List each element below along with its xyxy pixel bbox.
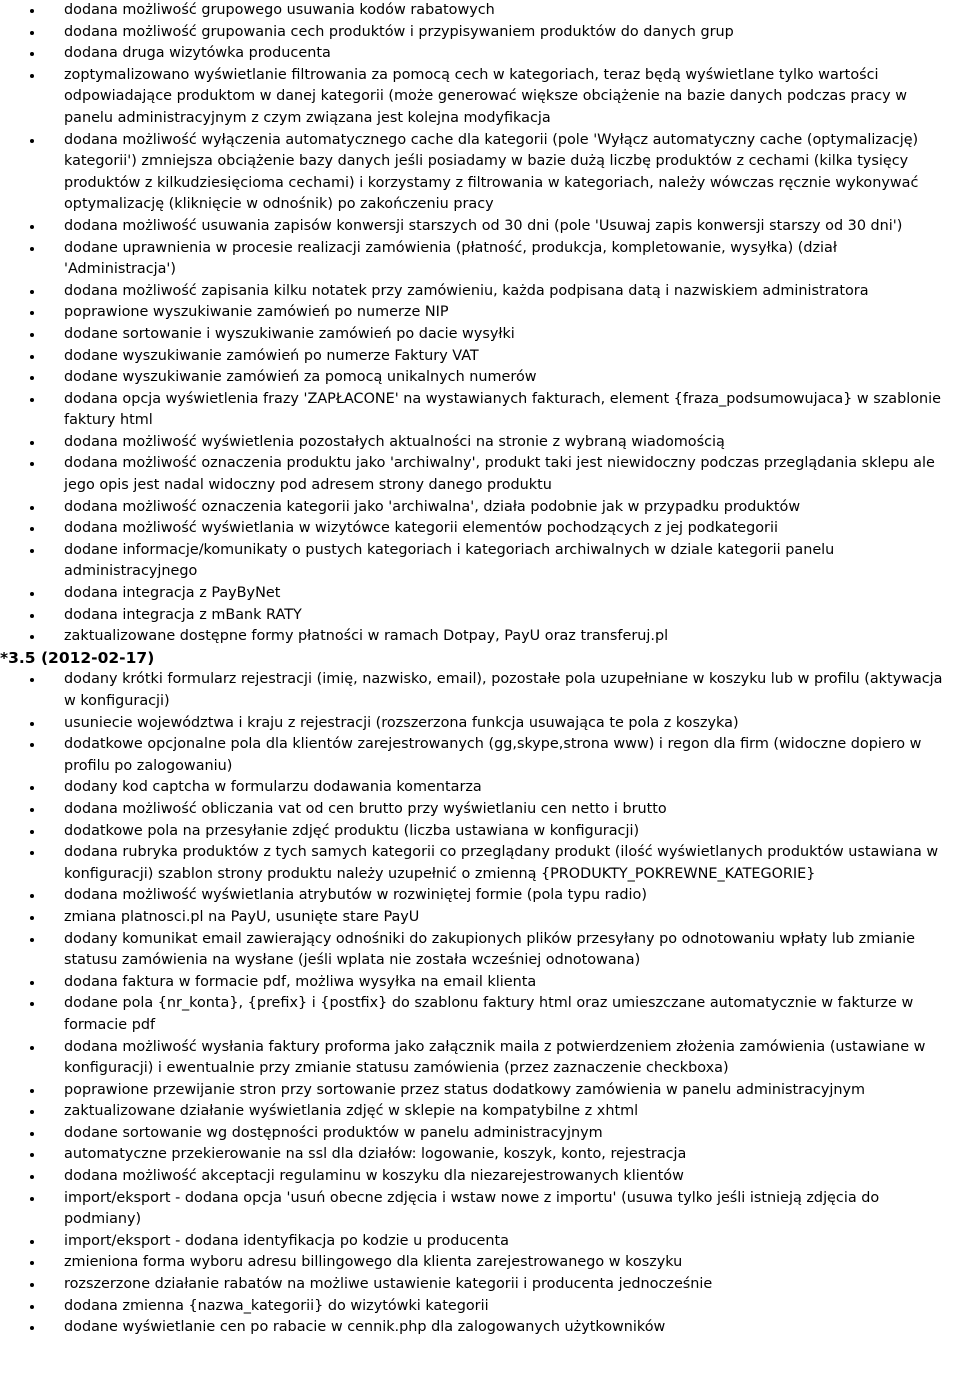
list-item: import/eksport - dodana identyfikacja po kodzie u producenta — [0, 1231, 960, 1253]
list-item: dodana możliwość wysłania faktury proforma jako załącznik maila z potwierdzeniem złożenia zamówienia (ustawiane w konfiguracji) i ewentualnie przy zmianie statusu zamówienia (przez zaznaczenie checkboxa) — [0, 1037, 960, 1080]
list-item: dodane pola {nr_konta}, {prefix} i {postfix} do szablonu faktury html oraz umieszczane automatycznie w fakturze w formacie pdf — [0, 993, 960, 1036]
list-item: import/eksport - dodana opcja 'usuń obecne zdjęcia i wstaw nowe z importu' (usuwa tylko jeśli istnieją zdjęcia do podmiany) — [0, 1188, 960, 1231]
list-item: dodatkowe opcjonalne pola dla klientów zarejestrowanych (gg,skype,strona www) i regon dla firm (widoczne dopiero w profilu po zalogowaniu) — [0, 734, 960, 777]
list-item: dodana możliwość oznaczenia produktu jako 'archiwalny', produkt taki jest niewidoczny podczas przeglądania sklepu ale jego opis jest nadal widoczny pod adresem strony danego produktu — [0, 453, 960, 496]
list-item: dodana możliwość grupowego usuwania kodów rabatowych — [0, 0, 960, 22]
list-item: rozszerzone działanie rabatów na możliwe ustawienie kategorii i producenta jednocześnie — [0, 1274, 960, 1296]
list-item: dodane sortowanie wg dostępności produktów w panelu administracyjnym — [0, 1123, 960, 1145]
list-item: poprawione przewijanie stron przy sortowanie przez status dodatkowy zamówienia w panelu administracyjnym — [0, 1080, 960, 1102]
list-item: dodany komunikat email zawierający odnośniki do zakupionych plików przesyłany po odnotowaniu wpłaty lub zmianie statusu zamówienia na wysłane (jeśli wplata nie została wcześniej odnotowana) — [0, 929, 960, 972]
list-item: dodana możliwość wyświetlania atrybutów w rozwiniętej formie (pola typu radio) — [0, 885, 960, 907]
list-item: dodana możliwość wyświetlenia pozostałych aktualności na stronie z wybraną wiadomością — [0, 432, 960, 454]
list-item: dodana możliwość usuwania zapisów konwersji starszych od 30 dni (pole 'Usuwaj zapis konwersji starszy od 30 dni') — [0, 216, 960, 238]
list-item: automatyczne przekierowanie na ssl dla działów: logowanie, koszyk, konto, rejestracja — [0, 1144, 960, 1166]
list-item: dodana faktura w formacie pdf, możliwa wysyłka na email klienta — [0, 972, 960, 994]
list-item: dodana druga wizytówka producenta — [0, 43, 960, 65]
list-item: dodana możliwość zapisania kilku notatek przy zamówieniu, każda podpisana datą i nazwiskiem administratora — [0, 281, 960, 303]
list-item: dodatkowe pola na przesyłanie zdjęć produktu (liczba ustawiana w konfiguracji) — [0, 821, 960, 843]
list-item: dodana zmienna {nazwa_kategorii} do wizytówki kategorii — [0, 1296, 960, 1318]
list-item: dodane sortowanie i wyszukiwanie zamówień po dacie wysyłki — [0, 324, 960, 346]
list-item: zaktualizowane dostępne formy płatności w ramach Dotpay, PayU oraz transferuj.pl — [0, 626, 960, 648]
list-item: dodana opcja wyświetlenia frazy 'ZAPŁACONE' na wystawianych fakturach, element {fraza_podsumowujaca} w szablonie faktury html — [0, 389, 960, 432]
list-item: zoptymalizowano wyświetlanie filtrowania za pomocą cech w kategoriach, teraz będą wyświetlane tylko wartości odpowiadające produktom w danej kategorii (może generować większe obciążenie na bazie danych podczas pracy w panelu administracyjnym z czym związana jest kolejna modyfikacja — [0, 65, 960, 130]
list-item: dodany krótki formularz rejestracji (imię, nazwisko, email), pozostałe pola uzupełniane w koszyku lub w profilu (aktywacja w konfiguracji) — [0, 669, 960, 712]
list-item: dodana możliwość grupowania cech produktów i przypisywaniem produktów do danych grup — [0, 22, 960, 44]
list-item: dodane informacje/komunikaty o pustych kategoriach i kategoriach archiwalnych w dziale kategorii panelu administracyjnego — [0, 540, 960, 583]
list-item: usuniecie województwa i kraju z rejestracji (rozszerzona funkcja usuwająca te pola z koszyka) — [0, 713, 960, 735]
changelog-list-top — [0, 0, 960, 648]
list-item: zaktualizowane działanie wyświetlania zdjęć w sklepie na kompatybilne z xhtml — [0, 1101, 960, 1123]
changelog-list-bottom — [0, 669, 960, 1338]
list-item: dodana możliwość akceptacji regulaminu w koszyku dla niezarejestrowanych klientów — [0, 1166, 960, 1188]
list-item: dodany kod captcha w formularzu dodawania komentarza — [0, 777, 960, 799]
list-item: dodana możliwość wyświetlania w wizytówce kategorii elementów pochodzących z jej podkategorii — [0, 518, 960, 540]
list-item: dodana możliwość wyłączenia automatycznego cache dla kategorii (pole 'Wyłącz automatyczny cache (optymalizację) kategorii') zmniejsza obciążenie bazy danych jeśli posiadamy w bazie dużą liczbę produktów z cechami (kilka tysięcy produktów z kilkudziesięcioma cechami) i korzystamy z filtrowania w kategoriach, należy wówczas ręcznie wykonywać optymalizację (kliknięcie w odnośnik) po zakończeniu pracy — [0, 130, 960, 216]
list-item: dodane wyświetlanie cen po rabacie w cennik.php dla zalogowanych użytkowników — [0, 1317, 960, 1339]
list-item: dodane wyszukiwanie zamówień po numerze Faktury VAT — [0, 346, 960, 368]
list-item: poprawione wyszukiwanie zamówień po numerze NIP — [0, 302, 960, 324]
list-item: dodane wyszukiwanie zamówień za pomocą unikalnych numerów — [0, 367, 960, 389]
list-item: dodana integracja z PayByNet — [0, 583, 960, 605]
list-item: dodane uprawnienia w procesie realizacji zamówienia (płatność, produkcja, kompletowanie, wysyłka) (dział 'Administracja') — [0, 238, 960, 281]
list-item: dodana rubryka produktów z tych samych kategorii co przeglądany produkt (ilość wyświetlanych produktów ustawiana w konfiguracji) szablon strony produktu należy uzupełnić o zmienną {PRODUKTY_POKREWNE_KATEGORIE} — [0, 842, 960, 885]
list-item: dodana integracja z mBank RATY — [0, 605, 960, 627]
version-heading: *3.5 (2012-02-17) — [0, 648, 155, 667]
list-item: zmieniona forma wyboru adresu billingowego dla klienta zarejestrowanego w koszyku — [0, 1252, 960, 1274]
list-item: dodana możliwość oznaczenia kategorii jako 'archiwalna', działa podobnie jak w przypadku produktów — [0, 497, 960, 519]
list-item: dodana możliwość obliczania vat od cen brutto przy wyświetlaniu cen netto i brutto — [0, 799, 960, 821]
list-item: zmiana platnosci.pl na PayU, usunięte stare PayU — [0, 907, 960, 929]
